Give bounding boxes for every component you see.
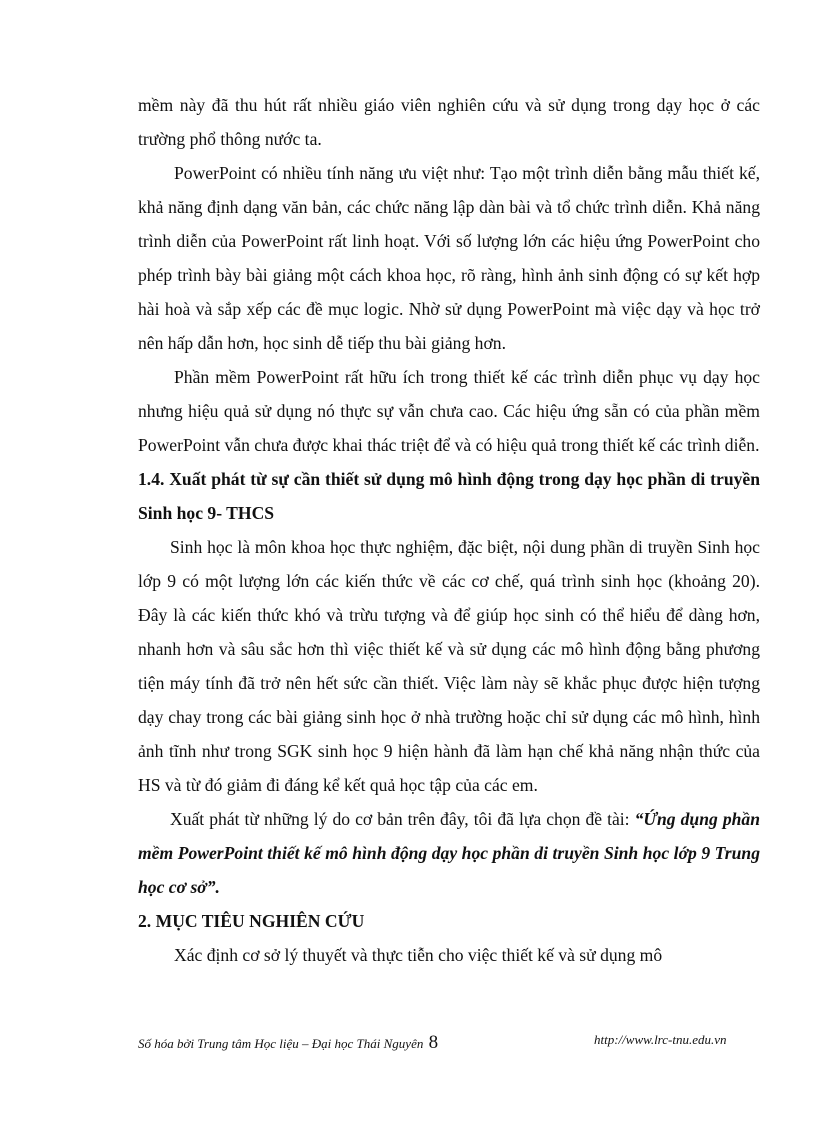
footer-url: http://www.lrc-tnu.edu.vn [594,1032,727,1047]
topic-title: “Ứng dụng phần mềm PowerPoint thiết kế mô hình động dạy học phần di truyền Sinh học lớp 9 Trung học cơ sở”. [138,809,760,897]
topic-intro-text: Xuất phát từ những lý do cơ bản trên đây, tôi đã lựa chọn đề tài: [170,809,635,829]
paragraph-biology-content: Sinh học là môn khoa học thực nghiệm, đặc biệt, nội dung phần di truyền Sinh học lớp 9 có một lượng lớn các kiến thức về các cơ chế, quá trình sinh học (khoảng 20). Đây là các kiến thức khó và trừu tượng và để giúp học sinh có thể hiểu để dàng hơn, nhanh hơn và sâu sắc hơn thì việc thiết kế và sử dụng các mô hình động bằng phương tiện máy tính đã trở nên hết sức cần thiết. Việc làm này sẽ khắc phục được hiện tượng dạy chay trong các bài giảng sinh học ở nhà trường hoặc chỉ sử dụng các mô hình, hình ảnh tĩnh như trong SGK sinh học 9 hiện hành đã làm hạn chế khả năng nhận thức của HS và từ đó giảm đi đáng kể kết quả học tập của các em. [138,537,760,795]
paragraph-continuation: mềm này đã thu hút rất nhiều giáo viên nghiên cứu và sử dụng trong dạy học ở các trường phổ thông nước ta. [138,95,760,149]
page-number: 8 [428,1032,439,1053]
section-heading-2: 2. MỤC TIÊU NGHIÊN CỨU [138,911,365,931]
section-heading-1-4: 1.4. Xuất phát từ sự cần thiết sử dụng mô hình động trong dạy học phần di truyền Sinh học 9- THCS [138,469,760,523]
paragraph-objectives: Xác định cơ sở lý thuyết và thực tiễn cho việc thiết kế và sử dụng mô [174,945,663,965]
page-footer [138,1032,760,1056]
paragraph-powerpoint-features: PowerPoint có nhiều tính năng ưu việt như: Tạo một trình diễn bằng mẫu thiết kế, khả năng định dạng văn bản, các chức năng lập dàn bài và tổ chức trình diễn. Khả năng trình diễn của PowerPoint rất linh hoạt. Với số lượng lớn các hiệu ứng PowerPoint cho phép trình bày bài giảng một cách khoa học, rõ ràng, hình ảnh sinh động có sự kết hợp hài hoà và sắp xếp các đề mục logic. Nhờ sử dụng PowerPoint mà việc dạy và học trở nên hấp dẫn hơn, học sinh dễ tiếp thu bài giảng hơn. [138,163,760,353]
paragraph-powerpoint-limitations: Phần mềm PowerPoint rất hữu ích trong thiết kế các trình diễn phục vụ dạy học nhưng hiệu quả sử dụng nó thực sự vẫn chưa cao. Các hiệu ứng sẵn có của phần mềm PowerPoint vẫn chưa được khai thác triệt để và có hiệu quả trong thiết kế các trình diễn. [138,367,760,455]
paragraph-topic-selection [138,802,760,904]
document-page [138,88,760,972]
footer-source [138,1032,438,1054]
footer-source-text: Số hóa bởi Trung tâm Học liệu – Đại học Thái Nguyên [138,1036,424,1051]
